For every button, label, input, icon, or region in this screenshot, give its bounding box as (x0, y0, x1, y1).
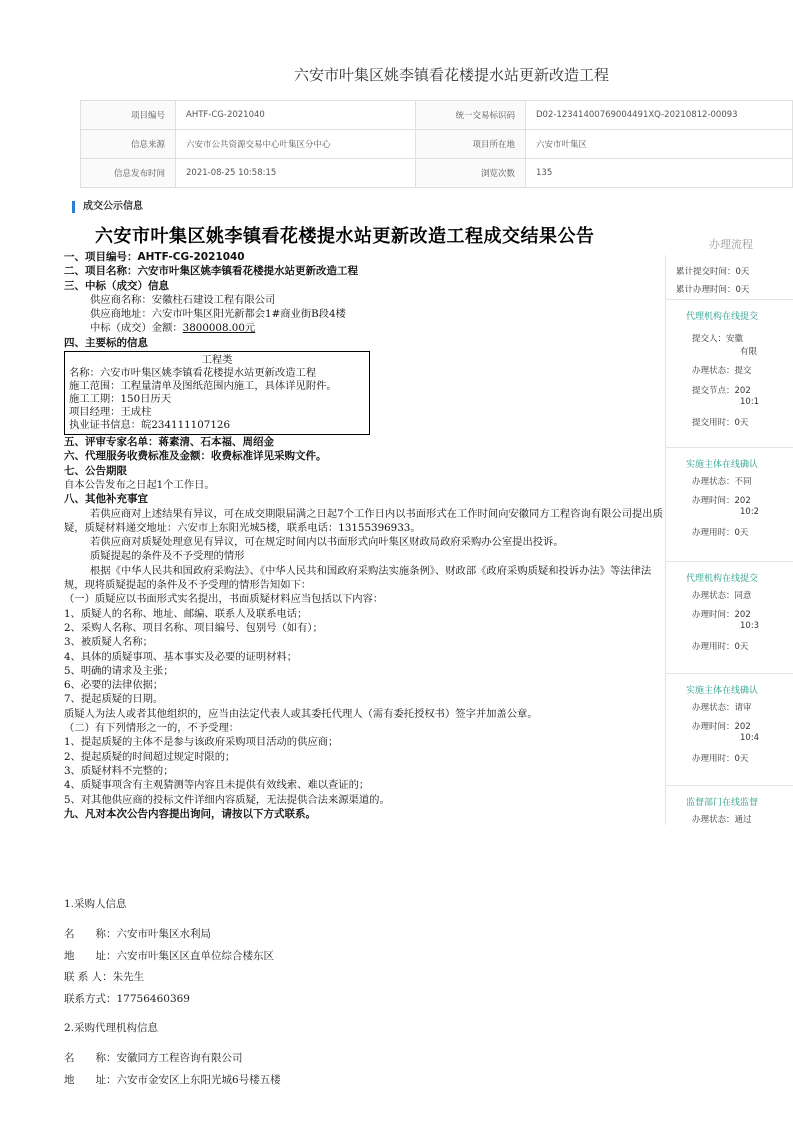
step-field: 办理状态：通过 (692, 815, 752, 825)
item-project-number: 一、项目编号：AHTF-CG-2021040 (64, 251, 245, 263)
paragraph: 若供应商对上述结果有异议，可在成交期限届满之日起7个工作日内以书面形式在工作时间向安徽同方工程咨询有限公司提出质疑，质疑材料递交地址：六安市上东阳光城5楼，联系电话：13155396933。 (64, 507, 663, 534)
label-trade-id: 统一交易标识码 (416, 101, 526, 130)
project-info-table (80, 100, 793, 188)
process-title: 办理流程 (709, 238, 753, 251)
process-step (666, 673, 793, 764)
step-field: 办理状态：同意 (692, 591, 752, 601)
step-field: 提交人：安徽 (692, 334, 744, 344)
step-field: 办理用时：0天 (692, 642, 749, 652)
paragraph: 根据《中华人民共和国政府采购法》、《中华人民共和国政府采购法实施条例》、财政部《政府采购质疑和投诉办法》等法律法规，现将质疑提起的条件及不予受理的情形告知如下： (64, 564, 652, 592)
paragraph: 质疑提起的条件及不予受理的情形 (90, 550, 245, 563)
step-field: 办理状态：请审 (692, 703, 752, 713)
subject-manager: 项目经理：王成柱 (69, 406, 152, 419)
list-item: （二）有下列情形之一的，不予受理： (64, 722, 240, 735)
item-supplement-heading: 八、其他补充事宜 (64, 493, 148, 506)
step-field: 10:2 (740, 507, 760, 517)
supplier-address: 供应商地址：六安市叶集区阳光新都会1#商业街B段4楼 (90, 308, 346, 321)
item-contact-heading: 九、凡对本次公告内容提出询问，请按以下方式联系。 (64, 807, 316, 820)
subject-info-box (64, 351, 370, 435)
notice-title: 六安市叶集区姚李镇看花楼提水站更新改造工程成交结果公告 (95, 226, 595, 247)
label-publish-time: 信息发布时间 (81, 159, 176, 188)
purchaser-phone: 联系方式：17756460369 (64, 993, 190, 1005)
total-process-time: 累计办理时间：0天 (676, 285, 750, 295)
table-row (81, 130, 793, 159)
process-step (666, 785, 793, 825)
item-experts: 五、评审专家名单：蒋素清、石本福、周绍金 (64, 436, 274, 449)
process-sidebar (665, 255, 793, 825)
list-item: 7、提起质疑的日期。 (64, 693, 164, 706)
step-field: 10:3 (740, 621, 760, 631)
notice-body (64, 250, 664, 821)
step-field: 10:1 (740, 397, 760, 407)
list-item: 5、明确的请求及主张； (64, 664, 174, 677)
subject-name: 名称：六安市叶集区姚李镇看花楼提水站更新改造工程 (69, 367, 317, 380)
purchaser-name: 名 称：六安市叶集区水利局 (64, 928, 211, 940)
supplier-name: 供应商名称：安徽柱石建设工程有限公司 (90, 293, 276, 306)
step-title: 实施主体在线确认 (686, 686, 759, 696)
label-info-source: 信息来源 (81, 130, 176, 159)
value-view-count: 135 (526, 159, 793, 188)
subject-certificate: 执业证书信息：皖234111107126 (69, 419, 230, 432)
agency-address: 地 址：六安市金安区上东阳光城6号楼五楼 (64, 1074, 281, 1086)
item-award-info-heading: 三、中标（成交）信息 (64, 279, 169, 292)
label-project-number: 项目编号 (81, 101, 176, 130)
step-title: 代理机构在线提交 (686, 312, 759, 322)
purchaser-contact-person: 联 系 人：朱先生 (64, 971, 145, 983)
value-project-location: 六安市叶集区 (526, 130, 793, 159)
table-row (81, 159, 793, 188)
paragraph: 质疑人为法人或者其他组织的，应当由法定代表人或其委托代理人（需有委托授权书）签字并加盖公章。 (64, 707, 538, 720)
step-field: 提交用时：0天 (692, 418, 749, 428)
list-item: 6、必要的法律依据； (64, 679, 164, 692)
subject-scope: 施工范围：工程量清单及图纸范围内施工，具体详见附件。 (69, 380, 337, 393)
step-field: 10:4 (740, 733, 760, 743)
step-field: 办理用时：0天 (692, 754, 749, 764)
list-item: 5、对其他供应商的投标文件详细内容质疑，无法提供合法来源渠道的。 (64, 793, 390, 806)
list-item: 1、质疑人的名称、地址、邮编、联系人及联系电话； (64, 607, 308, 620)
list-item: （一）质疑应以书面形式实名提出，书面质疑材料应当包括以下内容： (64, 593, 384, 606)
purchaser-address: 地 址：六安市叶集区区直单位综合楼东区 (64, 950, 274, 962)
notice-period: 自本公告发布之日起1个工作日。 (64, 478, 215, 491)
award-amount-value: 3800008.00元 (182, 322, 256, 335)
process-step (666, 299, 793, 428)
step-title: 实施主体在线确认 (686, 460, 759, 470)
list-item: 2、采购人名称、项目名称、项目编号、包别号（如有）； (64, 621, 323, 634)
step-field: 办理时间：202 (692, 722, 751, 732)
section-tab-result-info[interactable]: 成交公示信息 (72, 201, 143, 213)
step-field: 办理用时：0天 (692, 528, 749, 538)
item-subject-heading: 四、主要标的信息 (64, 336, 148, 349)
process-step (666, 561, 793, 652)
list-item: 3、质疑材料不完整的； (64, 764, 174, 777)
list-item: 4、具体的质疑事项、基本事实及必要的证明材料； (64, 650, 298, 663)
item-notice-period-heading: 七、公告期限 (64, 464, 127, 477)
step-field: 办理状态：不同 (692, 477, 752, 487)
total-submit-time: 累计提交时间：0天 (676, 267, 750, 277)
list-item: 3、被质疑人名称； (64, 636, 153, 649)
list-item: 1、提起质疑的主体不是参与该政府采购项目活动的供应商； (64, 736, 339, 749)
value-project-number: AHTF-CG-2021040 (176, 101, 416, 130)
agency-name: 名 称：安徽同方工程咨询有限公司 (64, 1052, 243, 1064)
item-service-fee: 六、代理服务收费标准及金额：收费标准详见采购文件。 (64, 450, 327, 463)
page-title: 六安市叶集区姚李镇看花楼提水站更新改造工程 (293, 66, 609, 84)
step-field: 办理状态：提交 (692, 366, 752, 376)
award-amount-label: 中标（成交）金额： (90, 322, 183, 335)
process-step (666, 447, 793, 538)
step-title: 监督部门在线监督 (686, 798, 759, 808)
subject-category: 工程类 (201, 354, 233, 367)
list-item: 4、质疑事项含有主观猜测等内容且未提供有效线索、难以查证的； (64, 779, 370, 792)
purchaser-heading: 1.采购人信息 (64, 898, 127, 910)
table-row (81, 101, 793, 130)
item-project-name: 二、项目名称：六安市叶集区姚李镇看花楼提水站更新改造工程 (64, 265, 358, 278)
subject-duration: 施工工期：150日历天 (69, 393, 172, 406)
step-field: 有限 (740, 347, 758, 357)
award-amount (64, 321, 664, 335)
value-info-source: 六安市公共资源交易中心叶集区分中心 (176, 130, 416, 159)
paragraph: 若供应商对质疑处理意见有异议，可在规定时间内以书面形式向叶集区财政局政府采购办公室提出投诉。 (90, 536, 564, 549)
label-project-location: 项目所在地 (416, 130, 526, 159)
step-field: 提交节点：202 (692, 386, 751, 396)
list-item: 2、提起质疑的时间超过规定时限的； (64, 750, 236, 763)
value-publish-time: 2021-08-25 10:58:15 (176, 159, 416, 188)
agency-heading: 2.采购代理机构信息 (64, 1022, 159, 1034)
step-field: 办理时间：202 (692, 610, 751, 620)
value-trade-id: D02-12341400769004491XQ-20210812-00093 (526, 101, 793, 130)
label-view-count: 浏览次数 (416, 159, 526, 188)
step-field: 办理时间：202 (692, 496, 751, 506)
step-title: 代理机构在线提交 (686, 574, 759, 584)
